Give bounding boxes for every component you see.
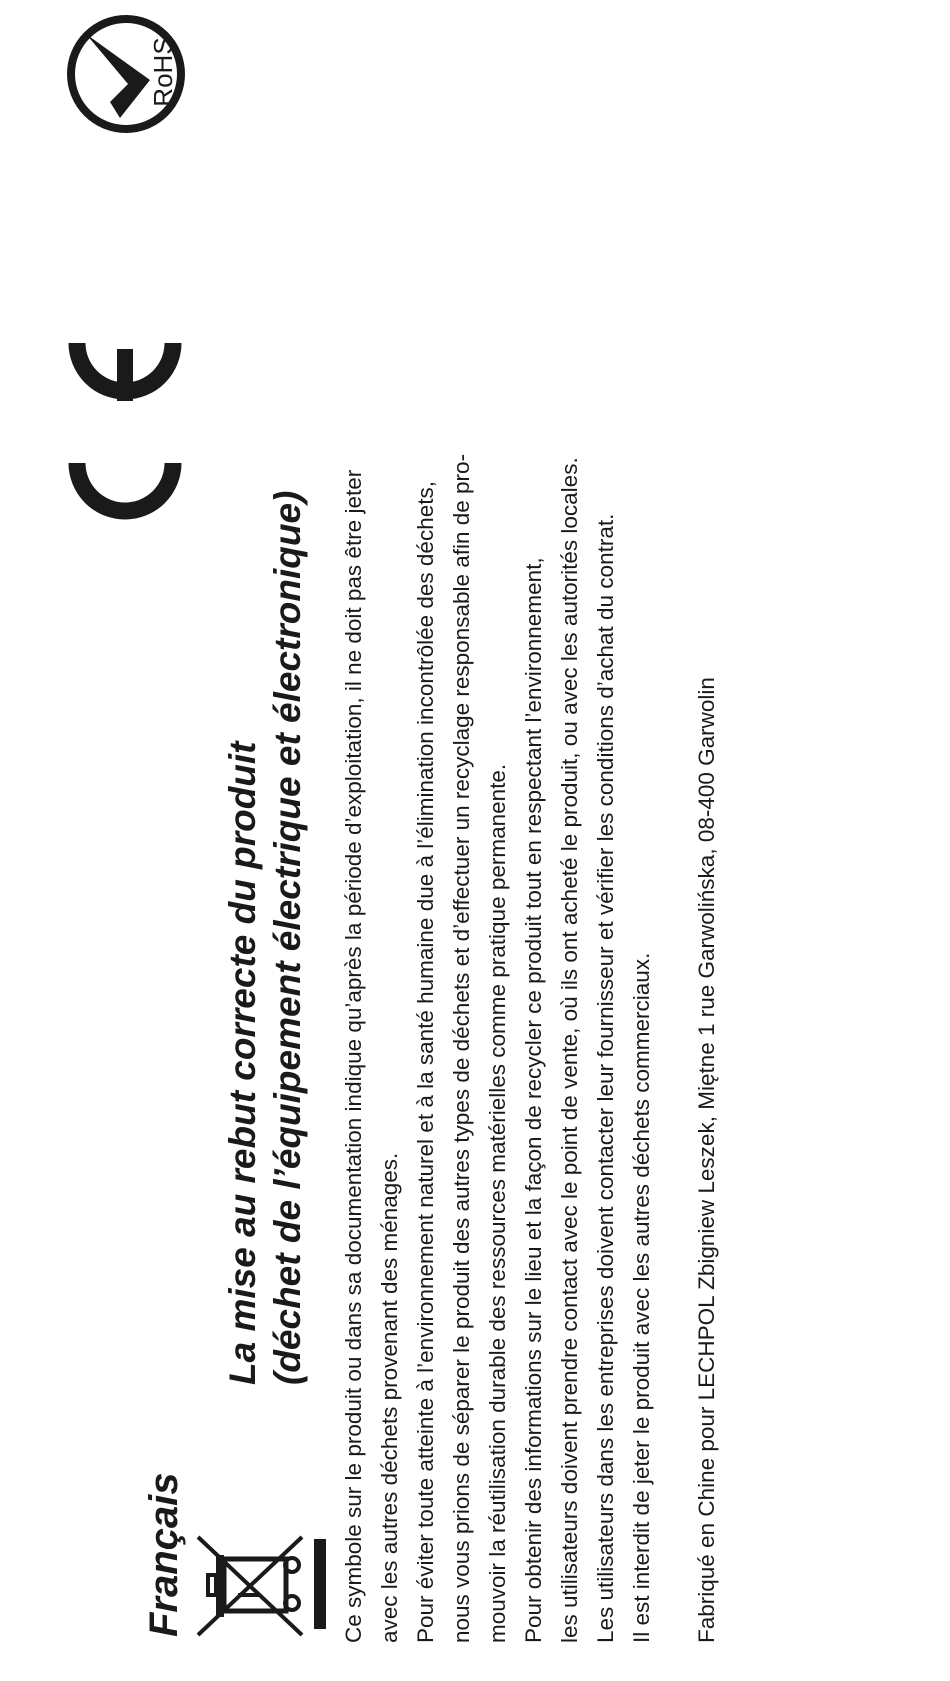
body-line: Ce symbole sur le produit ou dans sa documentation indique qu’après la période d’exploitation, il ne doit pas être jeter <box>341 469 366 1643</box>
heading-line-2: (déchet de l’équipement électrique et électronique) <box>267 490 308 1385</box>
body-line: les utilisateurs doivent prendre contact avec le point de vente, où ils ont acheté le produit, ou avec les autorités locales. <box>557 457 582 1643</box>
body-line: Les utilisateurs dans les entreprises doivent contacter leur fournisseur et vérifier les conditions d’achat du contrat. <box>593 513 618 1643</box>
crossed-out-bin-icon <box>190 1531 330 1641</box>
body-line: Pour obtenir des informations sur le lieu et la façon de recycler ce produit tout en respectant l’environnement, <box>521 557 546 1643</box>
rohs-icon <box>64 12 188 136</box>
body-line: nous vous prions de séparer le produit des autres types de déchets et d’effectuer un recyclage responsable afin de pro- <box>449 453 474 1643</box>
disposal-instructions <box>336 3 660 1643</box>
body-line: Il est interdit de jeter le produit avec les autres déchets commerciaux. <box>629 952 654 1643</box>
manufacturer-info: Fabriqué en Chine pour LECHPOL Zbigniew Leszek, Miętne 1 rue Garwolińska, 08-400 Garwolin <box>694 677 719 1643</box>
rohs-label: RoHS <box>148 37 178 107</box>
heading-line-1: La mise au rebut correcte du produit <box>222 741 263 1385</box>
main-heading <box>220 491 310 1385</box>
language-label: Français <box>142 1472 186 1637</box>
body-line: mouvoir la réutilisation durable des ressources matérielles comme pratique permanente. <box>485 763 510 1643</box>
body-line: Pour éviter toute atteinte à l’environnement naturel et à la santé humaine due à l’élimination incontrôlée des déchets, <box>413 481 438 1643</box>
body-line: avec les autres déchets provenant des ménages. <box>377 1152 402 1643</box>
ce-mark-icon <box>65 331 185 521</box>
